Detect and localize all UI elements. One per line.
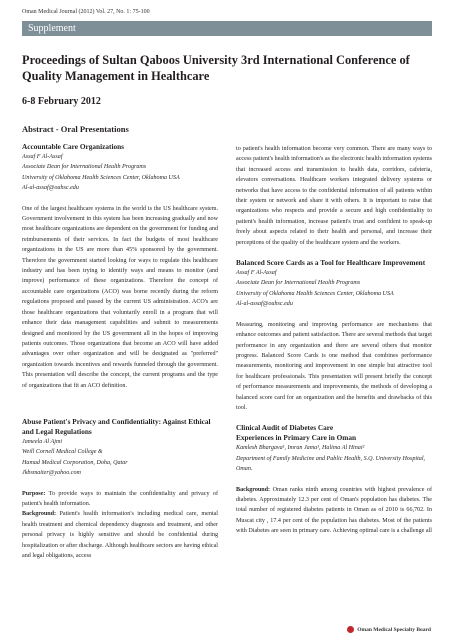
abstract-title-diabetes: Clinical Audit of Diabetes Care <box>236 423 334 433</box>
abstract-background: Background: Oman ranks ninth among countries with highest prevalence of diabetes. Approximately 12.3 per cent of Oman's population has diabetes. The total number of registered diabetes patients in Oman as of 2010 is 66,702. In Muscat city , 17.4 per cent of the population has diabetes. Most of the patients with Diabetes are seen in primary care. Achieving optimal care is a challenge all <box>236 486 432 535</box>
author-email: Jkbsmaiter@yahoo.com <box>22 470 81 477</box>
author: Assaf F Al-Assaf <box>22 154 63 160</box>
abstract-purpose: Purpose: To provide ways to maintain the confidentiality and privacy of patient's health information. <box>22 490 218 507</box>
author-affiliation: University of Oklahoma Health Sciences Center, Oklahoma USA <box>236 290 394 297</box>
author-role: Associate Dean for International Health Programs <box>22 164 147 171</box>
section-subtitle: Abstract - Oral Presentations <box>22 124 129 134</box>
left-column <box>22 142 218 561</box>
footer-brand-text: Oman Medical Specialty Board <box>357 626 431 633</box>
author-email: Al-al-assaf@ouhsc.edu <box>22 185 79 192</box>
author-affiliation: Hamad Medical Corporation, Doha, Qatar <box>22 459 128 466</box>
abstract-body: One of the largest healthcare systems in the world is the US healthcare system. Government involvement in this system has been increasing gradually and now most healthcare organizations are dependent on the government for funding and reimbursements of their services. In fact the budgets of most healthcare organizations in the US are more than 45% sponsored by the government. Therefore the government started looking for ways to regulate this healthcare industry and has been trying to identify ways and means to monitor (and improve) performance of these organizations. Therefore the concept of accountable care organizations (ACO) was borne recently during the reform regulations proposed and passed by the current US administration. ACO's are those healthcare organizations that voluntarily enroll in a program that will enhance their data management capabilities and submit to measurements designed and monitored by the US government all in the hopes of improving patients outcomes. Those organizations that become an ACO will have added advantages over other organization and will be designated as "preferred" organization towards incentives and rewards funneled through the government. This presentation will describe the concept, the current programs and the type of organizations that fit an ACO definition. <box>22 205 218 389</box>
author-role: Associate Dean for International Health Programs <box>236 280 361 287</box>
abstract-body-continued: to patient's health information become very common. There are many ways to access patient's health information's as the electronic health information systems that increased access and transmission to health data, corridors, cafeteria, elevators conversations. Healthcare workers integrated delivery systems or networks that have access to the confidential information of all patients within their system or network and share it with others. It is important to raise that organizations who respects and provide a secure and high confidentiality to patient's health information, increase patient's trust and confident to speak-up freely about aspects related to their health and personal, and increase their perceptions of the quality of the healthcare system and the workers. <box>236 146 432 246</box>
journal-citation: Oman Medical Journal (2012) Vol. 27, No. 1: 75-100 <box>22 9 150 15</box>
section-banner: Supplement <box>22 21 432 36</box>
author-email: Al-al-assaf@ouhsc.edu <box>236 301 293 308</box>
right-column <box>236 144 432 537</box>
footer-brand <box>347 626 431 633</box>
board-logo-icon <box>347 626 354 633</box>
conference-date: 6-8 February 2012 <box>22 96 101 107</box>
abstract-background: Background: Patient's health information's including medical care, mental health treatment and chemical dependency diagnosis and treatment, and other personal privacy is highly sensitive and should be confidential during hospitalization or after discharge. Although healthcare sectors are having ethical and legal obligations, access <box>22 511 218 559</box>
page-title: Proceedings of Sultan Qaboos University 3rd International Conference of Quality Management in Healthcare <box>22 53 410 83</box>
author: Assaf F Al-Assaf <box>236 270 277 277</box>
author-affiliation: University of Oklahoma Health Sciences Center, Oklahoma USA <box>22 174 180 181</box>
author: Jameela Al Ajmi <box>22 438 63 445</box>
abstract-title-bsc: Balanced Score Cards as a Tool for Healthcare Improvement <box>236 258 426 268</box>
abstract-subtitle-diabetes: Experiences in Primary Care in Oman <box>236 433 357 443</box>
abstract-title-aco: Accountable Care Organizations <box>22 142 125 151</box>
abstract-title-privacy: Abuse Patient's Privacy and Confidentiality: Against Ethical and Legal Regulations <box>22 416 211 436</box>
abstract-body: Measuring, monitoring and improving performance are mechanisms that enhance outcomes and patient satisfaction. There are several methods that target performance in any organization and there are several others that monitor progress. Balanced Score Cards is one method that combines performance measurements, monitoring and improvement in one simple but attractive tool for healthcare professionals. This presentation will present briefly the concept of performance measurements and improvements, the methods of developing a balanced score card for an organization and the benefits and drawbacks of this tool. <box>236 321 432 411</box>
authors: Kamlesh Bhargava¹, Imran Jama¹, Halima Al Hinai² <box>236 445 365 452</box>
author-affiliation: Department of Family Medicine and Public Health, S.Q. University Hospital, Oman. <box>236 455 426 473</box>
author-affiliation: Weill Cornell Medical College & <box>22 449 103 456</box>
